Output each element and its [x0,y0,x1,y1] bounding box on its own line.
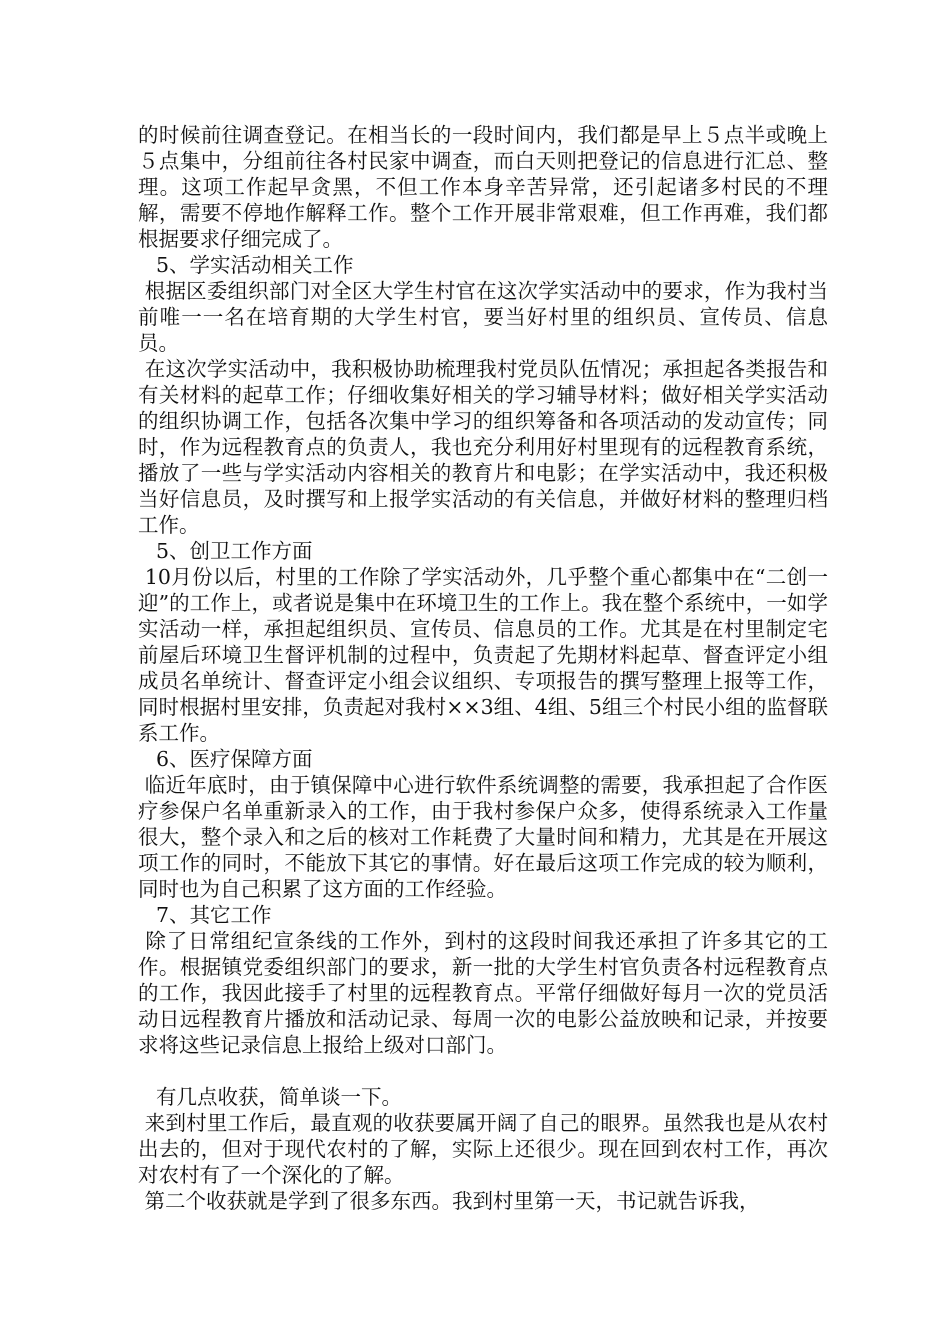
body-paragraph: 临近年底时，由于镇保障中心进行软件系统调整的需要，我承担起了合作医疗参保户名单重新录入的工作，由于我村参保户众多，使得系统录入工作量很大，整个录入和之后的核对工作耗费了大量时间和精力，尤其是在开展这项工作的同时，不能放下其它的事情。好在最后这项工作完成的较为顺利，同时也为自己积累了这方面的工作经验。 [138,773,828,901]
body-paragraph: 来到村里工作后，最直观的收获要属开阔了自己的眼界。虽然我也是从农村出去的，但对于现代农村的了解，实际上还很少。现在回到农村工作，再次对农村有了一个深化的了解。 [138,1111,828,1187]
body-paragraph: 在这次学实活动中，我积极协助梳理我村党员队伍情况；承担起各类报告和有关材料的起草工作；仔细收集好相关的学习辅导材料；做好相关学实活动的组织协调工作，包括各次集中学习的组织筹备和各项活动的发动宣传；同时，作为远程教育点的负责人，我也充分利用好村里现有的远程教育系统，播放了一些与学实活动内容相关的教育片和电影；在学实活动中，我还积极当好信息员，及时撰写和上报学实活动的有关信息，并做好材料的整理归档工作。 [138,357,828,537]
section-heading: 5、学实活动相关工作 [156,253,354,277]
paragraph-gap [138,1058,828,1084]
body-paragraph: 的时候前往调查登记。在相当长的一段时间内，我们都是早上５点半或晚上５点集中，分组前往各村民家中调查，而白天则把登记的信息进行汇总、整理。这项工作起早贪黑，不但工作本身辛苦异常，还引起诸多村民的不理解，需要不停地作解释工作。整个工作开展非常艰难，但工作再难，我们都根据要求仔细完成了。 [138,123,828,251]
section-heading: 7、其它工作 [156,903,272,927]
section-heading: 有几点收获，简单谈一下。 [156,1085,402,1109]
body-paragraph: 第二个收获就是学到了很多东西。我到村里第一天，书记就告诉我， [138,1189,760,1213]
body-paragraph: 除了日常组纪宣条线的工作外，到村的这段时间我还承担了许多其它的工作。根据镇党委组织部门的要求，新一批的大学生村官负责各村远程教育点的工作，我因此接手了村里的远程教育点。平常仔细做好每月一次的党员活动日远程教育片播放和活动记录、每周一次的电影公益放映和记录，并按要求将这些记录信息上报给上级对口部门。 [138,929,828,1057]
document-page [138,122,828,1214]
body-paragraph: 根据区委组织部门对全区大学生村官在这次学实活动中的要求，作为我村当前唯一一名在培育期的大学生村官，要当好村里的组织员、宣传员、信息员。 [138,279,828,355]
body-paragraph: 10月份以后，村里的工作除了学实活动外，几乎整个重心都集中在“二创一迎”的工作上，或者说是集中在环境卫生的工作上。我在整个系统中，一如学实活动一样，承担起组织员、宣传员、信息员的工作。尤其是在村里制定宅前屋后环境卫生督评机制的过程中，负责起了先期材料起草、督查评定小组成员名单统计、督查评定小组会议组织、专项报告的撰写整理上报等工作，同时根据村里安排，负责起对我村××3组、4组、5组三个村民小组的监督联系工作。 [138,565,828,745]
section-heading: 5、创卫工作方面 [156,539,313,563]
section-heading: 6、医疗保障方面 [156,747,313,771]
